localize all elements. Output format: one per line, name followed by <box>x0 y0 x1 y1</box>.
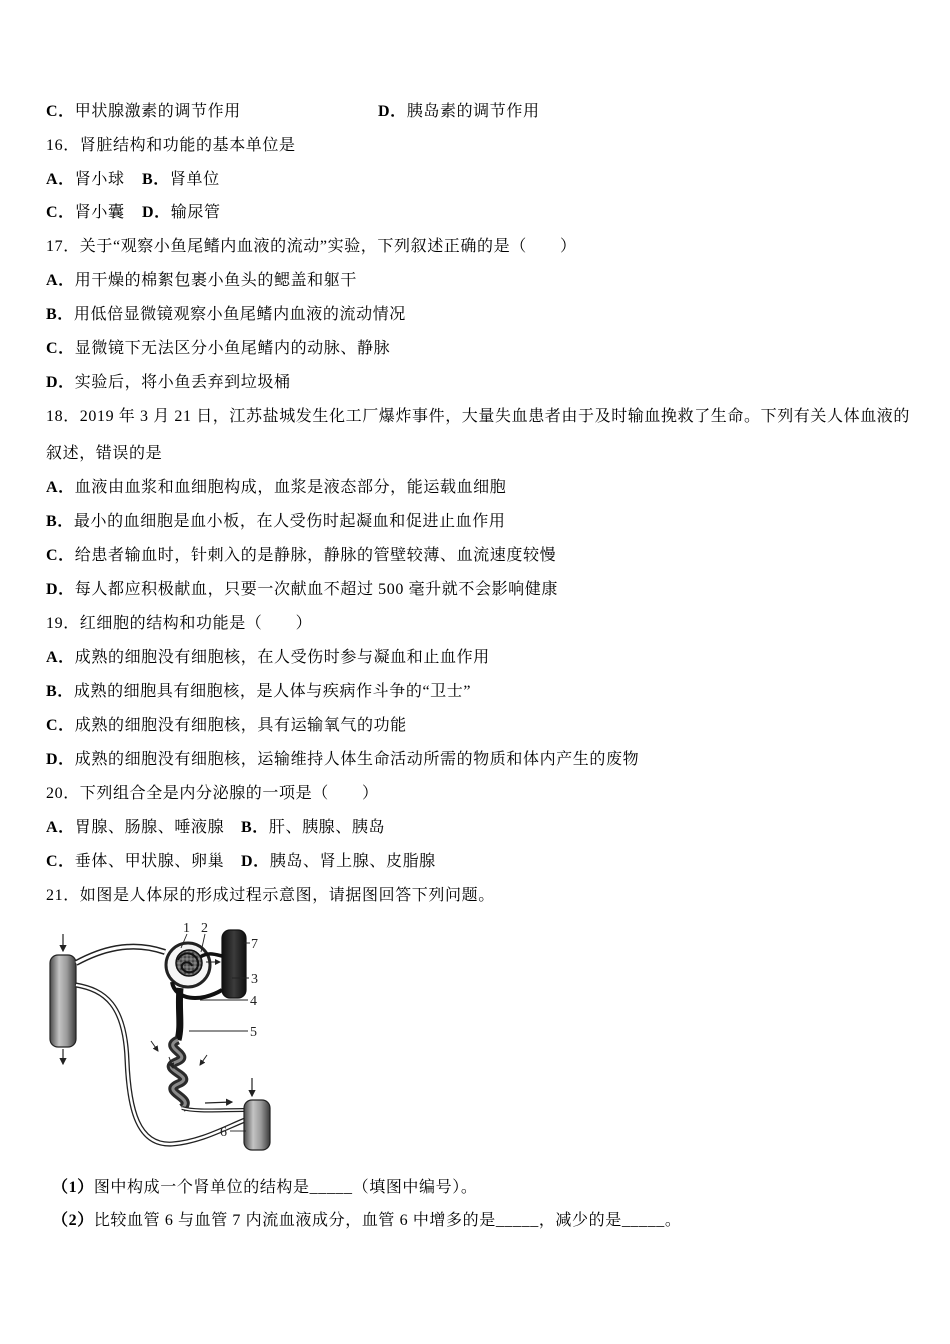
q20-options-row-1 <box>46 816 386 840</box>
option-label: C． <box>46 717 75 734</box>
option-label: C． <box>46 340 75 357</box>
q19-option-d <box>46 748 639 772</box>
option-label: D． <box>241 853 270 870</box>
option-label: B． <box>46 513 74 530</box>
q17-option-a <box>46 269 357 293</box>
option-label: D． <box>46 374 75 391</box>
q20-stem: 20．下列组合全是内分泌腺的一项是（ ） <box>46 785 379 802</box>
figure-label-3: 3 <box>251 972 258 987</box>
option-text: 给患者输血时，针刺入的是静脉，静脉的管壁较薄、血流速度较慢 <box>74 547 557 564</box>
sub-question-number: （1） <box>52 1179 94 1196</box>
long-vessel-outline <box>76 985 245 1144</box>
option-text: 肾单位 <box>169 171 220 188</box>
urine-formation-diagram <box>40 915 280 1155</box>
q20-option-d <box>241 850 436 874</box>
option-label: A． <box>46 171 75 188</box>
option-text: 输尿管 <box>170 204 221 221</box>
q19-option-c <box>46 714 407 738</box>
q20-option-b <box>241 816 385 840</box>
option-text: 成熟的细胞没有细胞核，运输维持人体生命活动所需的物质和体内产生的废物 <box>74 751 640 768</box>
option-label: A． <box>46 479 75 496</box>
long-vessel-lumen <box>76 985 245 1144</box>
q15-options-row <box>46 100 540 124</box>
option-label: B． <box>46 306 74 323</box>
q19-option-a <box>46 646 490 670</box>
q19-stem: 19．红细胞的结构和功能是（ ） <box>46 615 313 632</box>
option-label: C． <box>46 204 75 221</box>
option-label: A． <box>46 649 75 666</box>
q20-options-row-2 <box>46 850 436 874</box>
sub-question-text: 图中构成一个肾单位的结构是_____（填图中编号）。 <box>93 1179 478 1196</box>
q17-option-d <box>46 371 291 395</box>
option-label: B． <box>142 171 170 188</box>
option-label: D． <box>142 204 171 221</box>
q17-stem: 17．关于“观察小鱼尾鳍内血液的流动”实验，下列叙述正确的是（ ） <box>46 238 577 255</box>
option-label: D． <box>378 103 407 120</box>
option-label: C． <box>46 853 75 870</box>
q16-options-row-2 <box>46 201 221 225</box>
q21-sub-question-2 <box>52 1209 681 1233</box>
q18-option-c <box>46 544 556 568</box>
q17-option-b <box>46 303 406 327</box>
option-label: C． <box>46 547 75 564</box>
option-text: 垂体、甲状腺、卵巢 <box>74 853 225 870</box>
option-text: 成熟的细胞没有细胞核，在人受伤时参与凝血和止血作用 <box>74 649 490 666</box>
figure-label-1: 1 <box>183 921 190 936</box>
option-label: B． <box>46 683 74 700</box>
option-text: 胃腺、肠腺、唾液腺 <box>74 819 225 836</box>
option-text: 肝、胰腺、胰岛 <box>268 819 386 836</box>
option-text: 成熟的细胞没有细胞核，具有运输氧气的功能 <box>74 717 407 734</box>
option-text: 胰岛素的调节作用 <box>406 103 540 120</box>
option-label: D． <box>46 751 75 768</box>
option-text: 成熟的细胞具有细胞核，是人体与疾病作斗争的“卫士” <box>73 683 472 700</box>
option-text: 甲状腺激素的调节作用 <box>74 103 241 120</box>
q16-stem: 16．肾脏结构和功能的基本单位是 <box>46 137 296 154</box>
option-text: 显微镜下无法区分小鱼尾鳍内的动脉、静脉 <box>74 340 391 357</box>
option-label: D． <box>46 581 75 598</box>
option-text: 胰岛、肾上腺、皮脂腺 <box>269 853 436 870</box>
option-text: 最小的血细胞是血小板，在人受伤时起凝血和促进止血作用 <box>73 513 506 530</box>
q17-option-c <box>46 337 390 361</box>
q20-option-a <box>46 819 224 836</box>
figure-label-2: 2 <box>201 921 208 936</box>
option-label: A． <box>46 272 75 289</box>
q16-option-d <box>142 201 221 225</box>
option-text: 用低倍显微镜观察小鱼尾鳍内血液的流动情况 <box>73 306 406 323</box>
figure-label-6: 6 <box>220 1125 227 1140</box>
q15-option-c <box>46 103 241 120</box>
flow-arrow-right <box>205 1102 232 1103</box>
q19-option-b <box>46 680 471 704</box>
figure-label-7: 7 <box>251 937 258 952</box>
bottom-vessel <box>244 1100 270 1150</box>
q15-option-d <box>378 100 540 124</box>
flow-arrow-small-1 <box>151 1041 158 1051</box>
q18-option-b <box>46 510 505 534</box>
option-label: A． <box>46 819 75 836</box>
option-text: 实验后，将小鱼丢弃到垃圾桶 <box>74 374 291 391</box>
option-label: B． <box>241 819 269 836</box>
q18-stem-line-2: 叙述，错误的是 <box>46 445 163 462</box>
q16-option-b <box>142 168 220 192</box>
q21-stem: 21．如图是人体尿的形成过程示意图，请据图回答下列问题。 <box>46 887 495 904</box>
option-text: 每人都应积极献血，只要一次献血不超过 500 毫升就不会影响健康 <box>74 581 558 598</box>
q18-option-a <box>46 476 506 500</box>
efferent-vessel <box>200 954 222 957</box>
flow-arrow-small-2 <box>200 1055 207 1065</box>
option-text: 用干燥的棉絮包裹小鱼头的鳃盖和躯干 <box>74 272 357 289</box>
q16-option-a <box>46 171 125 188</box>
option-label: C． <box>46 103 75 120</box>
q20-option-c <box>46 853 224 870</box>
figure-label-5: 5 <box>250 1025 257 1040</box>
q16-options-row-1 <box>46 168 220 192</box>
option-text: 肾小球 <box>74 171 125 188</box>
sub-question-text: 比较血管 6 与血管 7 内流血液成分，血管 6 中增多的是_____，减少的是_____。 <box>93 1212 682 1229</box>
left-vessel <box>50 955 76 1047</box>
q21-sub-question-1 <box>52 1176 477 1200</box>
q16-option-c <box>46 204 125 221</box>
option-text: 血液由血浆和血细胞构成，血浆是液态部分，能运载血细胞 <box>74 479 507 496</box>
tubule-upper <box>178 988 180 1040</box>
q18-stem-line-1: 18．2019 年 3 月 21 日，江苏盐城发生化工厂爆炸事件，大量失血患者由于及时输血挽救了生命。下列有关人体血液的 <box>46 408 911 425</box>
right-vessel <box>222 930 246 998</box>
figure-label-4: 4 <box>250 994 257 1009</box>
q18-option-d <box>46 578 558 602</box>
option-text: 肾小囊 <box>74 204 125 221</box>
sub-question-number: （2） <box>52 1212 94 1229</box>
